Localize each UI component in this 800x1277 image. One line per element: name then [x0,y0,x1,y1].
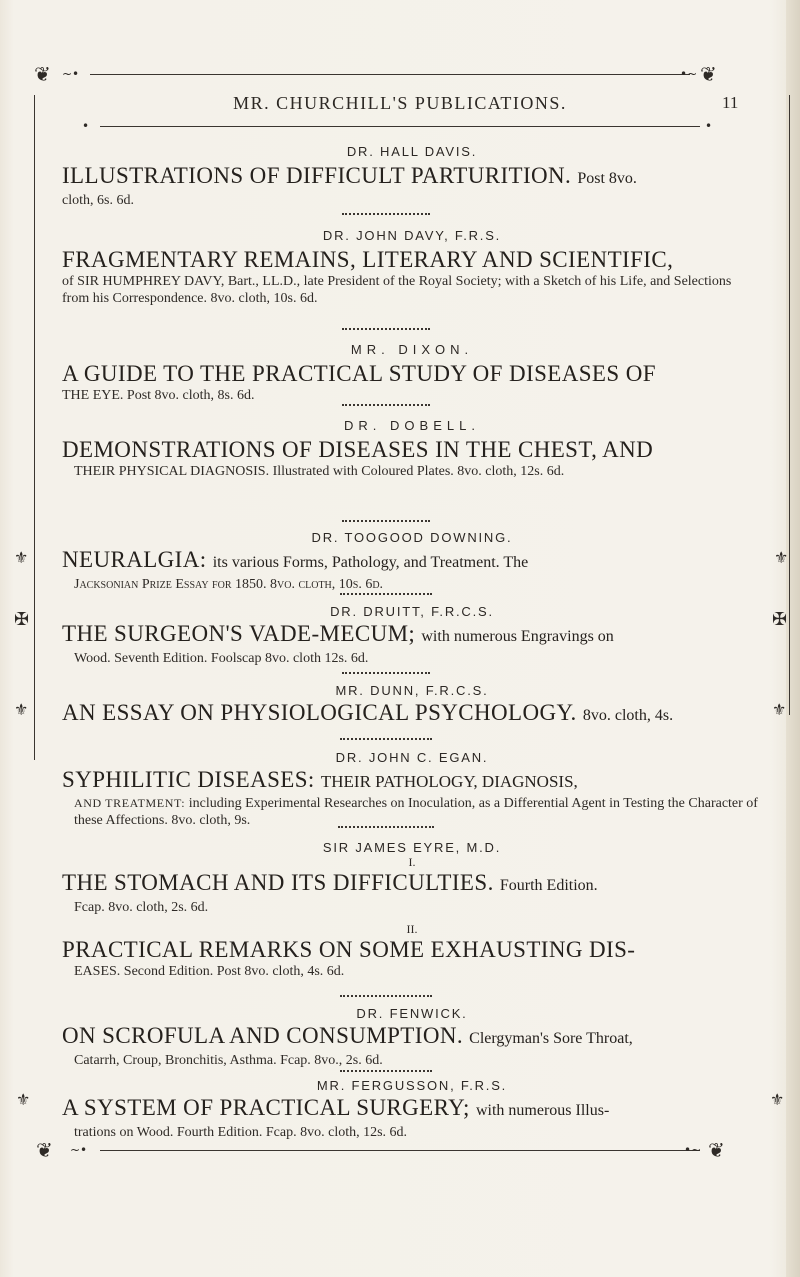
volume-numeral: I. [408,855,416,869]
author-name: MR. DUNN, F.R.C.S. [335,683,489,698]
author-name: SIR JAMES EYRE, M.D. [322,840,502,855]
top-border-rule [90,74,690,75]
ornament-bottom-right-flourish: •~ [684,1143,702,1157]
corner-ornament-bottom-right: ❦ [708,1138,725,1162]
book-description [62,795,762,829]
book-title-text: ILLUSTRATIONS OF DIFFICULT PARTURITION. [62,163,572,188]
ornament-header-right: • [705,119,713,133]
book-title-text: NEURALGIA: [62,547,207,572]
divider-rule [342,213,430,215]
entry-egan [62,750,762,829]
frame-left-rule [34,95,35,760]
author-name: DR. FENWICK. [356,1006,468,1021]
book-description: THE EYE. Post 8vo. cloth, 8s. 6d. [62,388,255,403]
book-title [62,870,762,899]
corner-ornament-top-right: ❦ [700,62,717,86]
book-description: Catarrh, Croup, Bronchitis, Asthma. Fcap. 8vo., 2s. 6d. [74,1053,383,1068]
entry-hall-davis [62,144,762,209]
book-title [62,1023,762,1052]
book-title [62,163,762,192]
entry-fergusson [62,1078,762,1141]
side-ornament-left: ⚜ [14,700,29,719]
book-title-tail: Clergyman's Sore Throat, [469,1030,633,1047]
side-ornament-left: ⚜ [16,1090,31,1109]
running-head: MR. CHURCHILL'S PUBLICATIONS. [233,93,567,113]
book-description: of SIR HUMPHREY DAVY, Bart., LL.D., late President of the Royal Society; with a Sketch of his Life, and Selections from his Correspondence. 8vo. cloth, 10s. 6d. [62,274,732,306]
author-name: DR. TOOGOOD DOWNING. [311,530,513,545]
book-title-tail: with numerous Engravings on [421,628,614,645]
book-title [62,547,762,576]
ornament-top-left-flourish: ~• [62,67,80,81]
author-name: DR. DOBELL. [344,418,480,433]
book-title [62,1095,762,1124]
book-description: Wood. Seventh Edition. Foolscap 8vo. cloth 12s. 6d. [74,651,369,666]
book-title-text: THE SURGEON'S VADE-MECUM; [62,621,416,646]
book-title-tail: with numerous Illus- [475,1102,610,1119]
book-description: EASES. Second Edition. Post 8vo. cloth, 4s. 6d. [74,964,345,979]
entry-dobell [62,418,762,480]
side-ornament-right: ⚜ [774,548,789,567]
frame-right-rule [789,95,790,715]
divider-rule [340,593,432,595]
bottom-border-rule [100,1150,700,1151]
author-name: DR. HALL DAVIS. [346,144,478,159]
author-name: MR. FERGUSSON, F.R.S. [316,1078,508,1093]
book-title-tail: 8vo. cloth, 4s. [582,707,674,724]
book-title: DEMONSTRATIONS OF DISEASES IN THE CHEST, AND [62,437,654,462]
book-description: Fcap. 8vo. cloth, 2s. 6d. [74,900,209,915]
entry-druitt [62,604,762,667]
book-description-text: including Experimental Researches on Inoculation, as a Differential Agent in Testing the Character of these Affections. 8vo. cloth, 9s. [74,796,758,828]
header-rule [100,126,700,127]
book-title-tail: Fourth Edition. [499,877,598,894]
entry-fenwick [62,1006,762,1069]
page-number: 11 [722,93,739,112]
divider-rule [340,738,432,740]
ornament-top-right-flourish: •~ [680,67,698,81]
divider-rule [340,1070,432,1072]
side-ornament-right: ⚜ [770,1090,785,1109]
book-title-subtitle: THEIR PATHOLOGY, DIAGNOSIS, [320,772,578,791]
book-title: FRAGMENTARY REMAINS, LITERARY AND SCIENTIFIC, [62,247,674,272]
volume-numeral: II. [406,922,418,936]
book-title [62,621,762,650]
divider-rule [342,520,430,522]
book-title-text: A SYSTEM OF PRACTICAL SURGERY; [62,1095,470,1120]
author-name: DR. JOHN DAVY, F.R.S. [322,228,502,243]
book-description: trations on Wood. Fourth Edition. Fcap. 8vo. cloth, 12s. 6d. [74,1125,408,1140]
divider-rule [340,995,432,997]
divider-rule [342,328,430,330]
entry-eyre [62,840,762,980]
book-title: A GUIDE TO THE PRACTICAL STUDY OF DISEASES OF [62,361,656,386]
book-title-text: AN ESSAY ON PHYSIOLOGICAL PSYCHOLOGY. [62,700,577,725]
side-ornament-left: ⚜ [14,548,29,567]
book-description: Jacksonian Prize Essay for 1850. 8vo. cloth, 10s. 6d. [74,577,384,592]
entry-toogood-downing [62,530,762,593]
book-title [62,767,762,795]
book-description: THEIR PHYSICAL DIAGNOSIS. Illustrated with Coloured Plates. 8vo. cloth, 12s. 6d. [74,464,565,479]
corner-ornament-bottom-left: ❦ [36,1138,53,1162]
book-title: PRACTICAL REMARKS ON SOME EXHAUSTING DIS- [62,937,636,962]
book-title-text: SYPHILITIC DISEASES: [62,767,315,792]
corner-ornament-top-left: ❦ [34,62,51,86]
divider-rule [338,826,434,828]
entry-dixon [62,342,762,404]
author-name: DR. JOHN C. EGAN. [335,750,489,765]
author-name: DR. DRUITT, F.R.C.S. [330,604,494,619]
entry-john-davy [62,228,762,307]
book-title-text: ON SCROFULA AND CONSUMPTION. [62,1023,463,1048]
book-description: cloth, 6s. 6d. [62,193,134,208]
book-title-text: THE STOMACH AND ITS DIFFICULTIES. [62,870,494,895]
side-ornament-left: ✠ [14,609,30,630]
divider-rule [342,404,430,406]
side-ornament-right: ⚜ [772,700,787,719]
book-title-tail: its various Forms, Pathology, and Treatment. The [212,554,529,571]
ornament-header-left: • [82,119,90,133]
book-title [62,700,762,729]
book-description-caps: AND TREATMENT: [74,796,186,810]
author-name: MR. DIXON. [350,342,474,357]
side-ornament-right: ✠ [772,609,788,630]
book-title-tail: Post 8vo. [577,170,637,187]
divider-rule [342,672,430,674]
ornament-bottom-left-flourish: ~• [70,1143,88,1157]
entry-dunn [62,683,762,729]
